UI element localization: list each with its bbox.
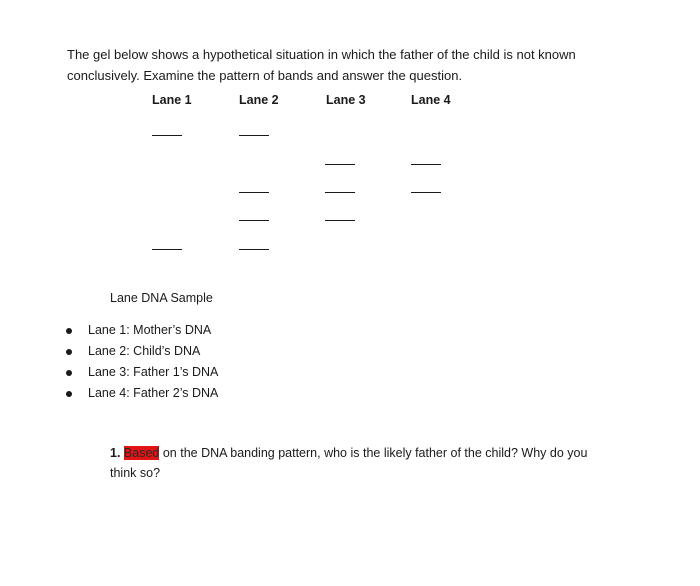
question-number: 1. xyxy=(110,446,121,460)
list-item xyxy=(60,383,218,404)
sample-list xyxy=(60,320,218,404)
intro-text: The gel below shows a hypothetical situation in which the father of the child is not known conclusively. Examine the pattern of bands and answer the question. xyxy=(67,47,576,83)
question-text: on the DNA banding pattern, who is the likely father of the child? Why do you think so? xyxy=(110,446,588,480)
lane-4-label: Lane 4 xyxy=(411,93,451,107)
lane-1-label: Lane 1 xyxy=(152,93,192,107)
bullet-icon xyxy=(66,391,72,397)
lane-2-band xyxy=(239,249,269,250)
lane-3-band xyxy=(325,192,355,193)
lane-1-band xyxy=(152,249,182,250)
lane-4-band xyxy=(411,192,441,193)
lane-3-band xyxy=(325,220,355,221)
list-item xyxy=(60,362,218,383)
lane-1-band xyxy=(152,135,182,136)
list-item-text: Lane 4: Father 2’s DNA xyxy=(88,386,219,400)
legend-title: Lane DNA Sample xyxy=(110,291,213,305)
list-item xyxy=(60,341,218,362)
bullet-icon xyxy=(66,370,72,376)
lane-2-band xyxy=(239,220,269,221)
bullet-icon xyxy=(66,328,72,334)
bullet-icon xyxy=(66,349,72,355)
lane-4-band xyxy=(411,164,441,165)
list-item-text: Lane 3: Father 1’s DNA xyxy=(88,365,219,379)
list-item-text: Lane 2: Child’s DNA xyxy=(88,344,201,358)
lane-2-band xyxy=(239,192,269,193)
lane-2-label: Lane 2 xyxy=(239,93,279,107)
list-item xyxy=(60,320,218,341)
lane-3-label: Lane 3 xyxy=(326,93,366,107)
lane-3-band xyxy=(325,164,355,165)
highlighted-word: Based xyxy=(123,446,160,460)
question xyxy=(110,443,610,483)
list-item-text: Lane 1: Mother’s DNA xyxy=(88,323,212,337)
lane-2-band xyxy=(239,135,269,136)
